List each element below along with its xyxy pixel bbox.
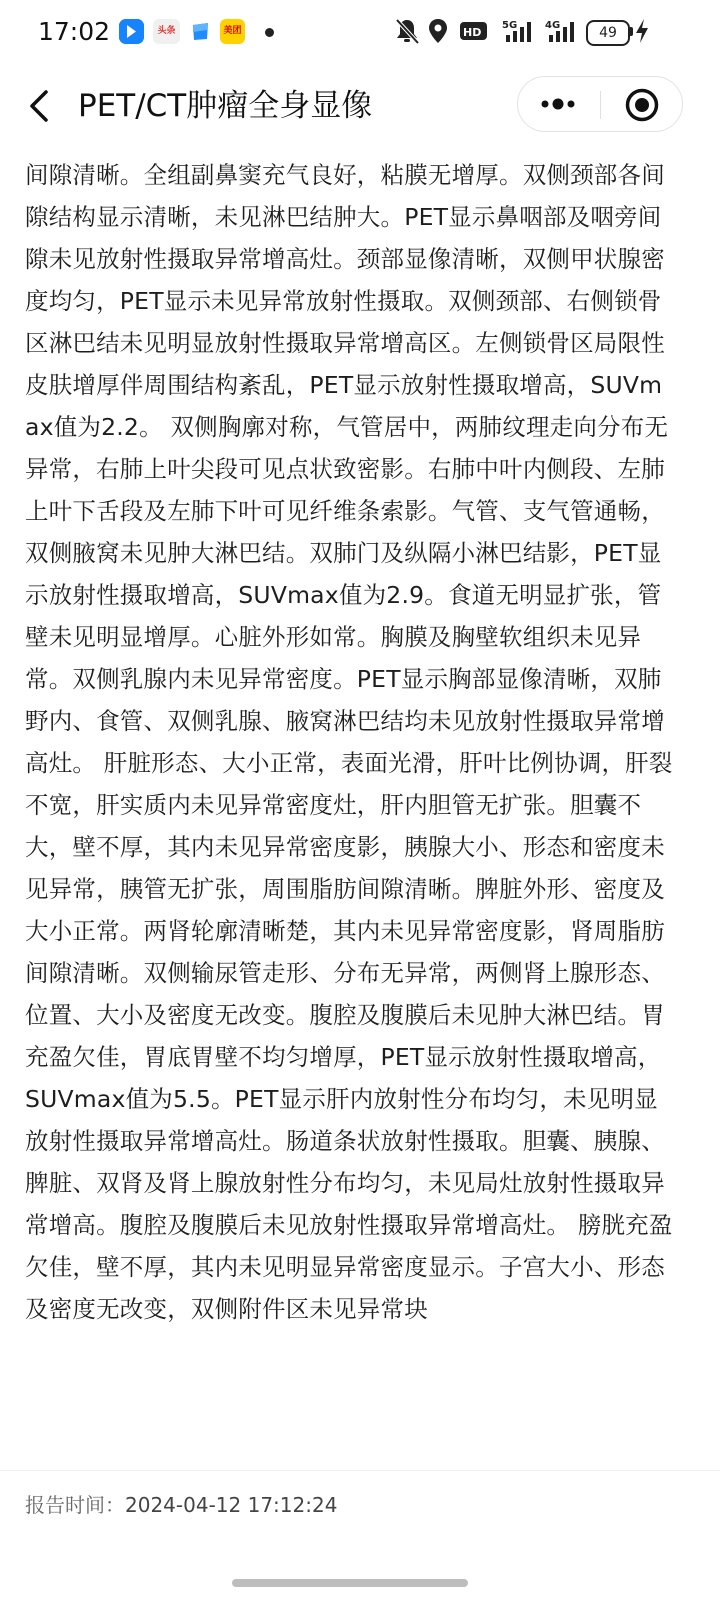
report-content[interactable] [25, 154, 675, 1472]
capsule-divider [600, 91, 601, 119]
more-button[interactable] [536, 85, 580, 123]
svg-text:4G: 4G [545, 20, 561, 31]
report-findings-text: 间隙清晰。全组副鼻窦充气良好，粘膜无增厚。双侧颈部各间隙结构显示清晰，未见淋巴结肿大。PET显示鼻咽部及咽旁间隙未见放射性摄取异常增高灶。颈部显像清晰，双侧甲状腺密度均匀，PET显示未见异常放射性摄取。双侧颈部、右侧锁骨区淋巴结未见明显放射性摄取异常增高区。左侧锁骨区局限性皮肤增厚伴周围结构紊乱，PET显示放射性摄取增高，SUVmax值为2.2。 双侧胸廓对称，气管居中，两肺纹理走向分布无异常，右肺上叶尖段可见点状致密影。右肺中叶内侧段、左肺上叶下舌段及左肺下叶可见纤维条索影。气管、支气管通畅，双侧腋窝未见肿大淋巴结。双肺门及纵隔小淋巴结影，PET显示放射性摄取增高，SUVmax值为2.9。食道无明显扩张，管壁未见明显增厚。心脏外形如常。胸膜及胸壁软组织未见异常。双侧乳腺内未见异常密度。PET显示胸部显像清晰，双肺野内、食管、双侧乳腺、腋窝淋巴结均未见放射性摄取异常增高灶。 肝脏形态、大小正常，表面光滑，肝叶比例协调，肝裂不宽，肝实质内未见异常密度灶，肝内胆管无扩张。胆囊不大，壁不厚，其内未见异常密度影，胰腺大小、形态和密度未见异常，胰管无扩张，周围脂肪间隙清晰。脾脏外形、密度及大小正常。两肾轮廓清晰楚，其内未见异常密度影，肾周脂肪间隙清晰。双侧输尿管走形、分布无异常，两侧肾上腺形态、位置、大小及密度无改变。腹腔及腹膜后未见肿大淋巴结。胃充盈欠佳，胃底胃壁不均匀增厚，PET显示放射性摄取增高，SUVmax值为5.5。PET显示肝内放射性分布均匀，未见明显放射性摄取异常增高灶。肠道条状放射性摄取。胆囊、胰腺、脾脏、双肾及肾上腺放射性分布均匀，未见局灶放射性摄取异常增高。腹腔及腹膜后未见放射性摄取异常增高灶。 膀胱充盈欠佳，壁不厚，其内未见明显异常密度显示。子宫大小、形态及密度无改变，双侧附件区未见异常块 [25, 161, 673, 1323]
app-square-icon [188, 19, 213, 44]
target-close-icon [624, 87, 660, 123]
battery-indicator: 49 [586, 20, 630, 46]
meituan-icon: 美团 [220, 19, 245, 44]
bell-muted-icon [394, 16, 420, 46]
status-bar [0, 0, 720, 64]
app-blue-icon [119, 19, 144, 44]
notification-dot-icon [265, 28, 274, 37]
location-icon [427, 16, 449, 46]
back-button[interactable] [22, 82, 66, 130]
page-title: PET/CT肿瘤全身显像 [78, 88, 373, 124]
status-time: 17:02 [38, 17, 111, 46]
hd-icon [459, 16, 489, 46]
mini-program-capsule [517, 76, 683, 132]
report-footer [0, 1470, 720, 1613]
chevron-left-icon [22, 82, 66, 130]
close-miniprogram-button[interactable] [624, 87, 660, 123]
report-time-value: 2024-04-12 17:12:24 [125, 1493, 338, 1517]
toutiao-icon: 头条 [153, 19, 180, 44]
signal-4g-icon [543, 16, 579, 46]
more-dots-icon [536, 85, 580, 123]
charging-bolt-icon [634, 16, 650, 46]
svg-text:HD: HD [463, 26, 482, 39]
report-time [25, 1489, 337, 1521]
nav-bar [0, 64, 720, 148]
battery-nub [630, 27, 633, 36]
report-time-label: 报告时间： [25, 1493, 125, 1517]
signal-5g-icon [500, 16, 536, 46]
home-indicator[interactable] [232, 1579, 468, 1587]
svg-text:5G: 5G [502, 20, 518, 31]
